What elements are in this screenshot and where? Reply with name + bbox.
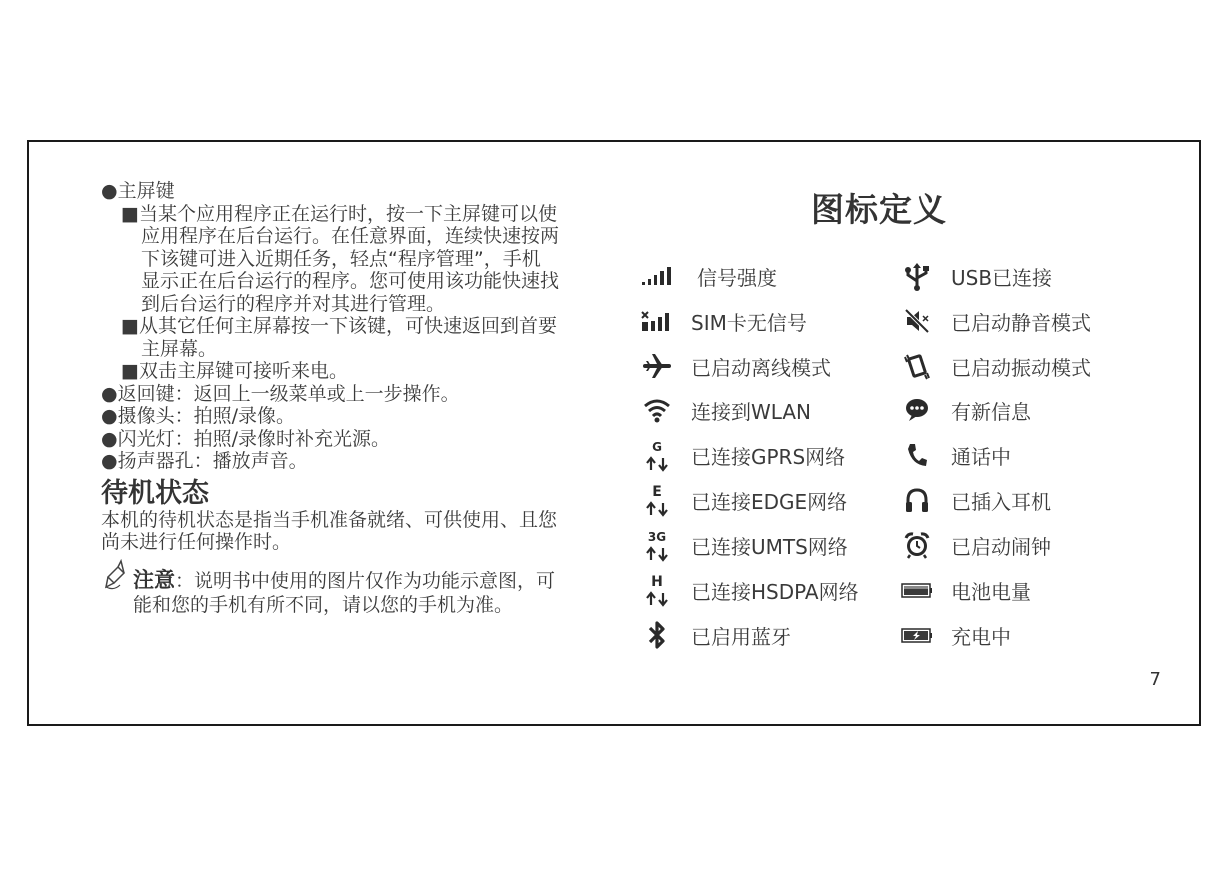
speaker-item: ●扬声器孔：播放声音。 — [101, 450, 308, 472]
icon-row-airplane — [637, 346, 831, 386]
icon-row-headset — [897, 480, 1051, 520]
headset-icon — [897, 480, 937, 520]
text-line: ■从其它任何主屏幕按一下该键，可快速返回到首要 — [121, 315, 557, 337]
hsdpa-icon — [637, 570, 677, 610]
battery-icon — [897, 570, 937, 610]
home-key-bullet-1 — [101, 203, 601, 316]
alarm-icon — [897, 525, 937, 565]
icon-row-signal-strength — [637, 256, 777, 296]
icon-row-silent — [897, 301, 1091, 341]
text-line: 下该键可进入近期任务，轻点“程序管理”，手机 — [141, 247, 541, 270]
text-line: 应用程序在后台运行。在任意界面，连续快速按两 — [141, 225, 560, 247]
icon-row-message — [897, 390, 1031, 430]
left-column — [101, 180, 601, 617]
home-key-bullet-3 — [101, 360, 601, 383]
text-line: ■当某个应用程序正在运行时，按一下主屏键可以使 — [121, 202, 557, 225]
icon-label: 信号强度 — [697, 265, 777, 290]
standby-heading: 待机状态 — [101, 477, 209, 509]
icon-label: 电池电量 — [951, 579, 1031, 604]
network-letter: G — [652, 440, 662, 454]
icon-row-battery — [897, 570, 1031, 610]
text-line: ■双击主屏键可接听来电。 — [121, 360, 348, 382]
icon-row-vibrate — [897, 346, 1091, 386]
charging-icon — [897, 615, 937, 655]
icon-row-hsdpa — [637, 570, 859, 610]
text-line: 尚未进行任何操作时。 — [101, 531, 292, 553]
note-block — [101, 568, 601, 617]
icon-row-wifi — [637, 390, 811, 430]
back-key-item: ●返回键：返回上一级菜单或上一步操作。 — [101, 382, 460, 405]
icon-row-edge — [637, 480, 847, 520]
icon-row-bluetooth — [637, 615, 791, 655]
icon-row-call — [897, 435, 1011, 475]
icon-definitions-title: 图标定义 — [811, 190, 947, 229]
note-title: 注意 — [133, 567, 175, 592]
home-key-bullet-2 — [101, 315, 601, 360]
text-line: 本机的待机状态是指当手机准备就绪、可供使用、且您 — [101, 508, 558, 531]
icon-label: 已启动闹钟 — [951, 534, 1051, 559]
icon-label: 已连接EDGE网络 — [691, 489, 848, 514]
text-line: 到后台运行的程序并对其进行管理。 — [141, 292, 446, 315]
page-frame — [27, 140, 1201, 726]
text-line: ：说明书中使用的图片仅作为功能示意图，可 — [175, 569, 556, 592]
icon-label: 连接到WLAN — [691, 399, 812, 424]
new-message-icon — [897, 390, 937, 430]
icon-label: USB已连接 — [951, 265, 1053, 290]
gprs-icon — [637, 435, 677, 475]
network-letter: 3G — [647, 530, 667, 544]
in-call-icon — [897, 435, 937, 475]
umts-icon — [637, 525, 677, 565]
icon-label: 已插入耳机 — [951, 489, 1051, 514]
icon-label: 已启动离线模式 — [691, 355, 831, 380]
text-line: 主屏幕。 — [141, 337, 218, 360]
usb-icon — [897, 256, 937, 296]
icon-label: 已连接GPRS网络 — [691, 444, 846, 469]
icon-row-charging — [897, 615, 1011, 655]
icon-label: 已启动振动模式 — [951, 355, 1091, 380]
standby-paragraph — [101, 509, 601, 554]
icon-label: 已启动静音模式 — [951, 310, 1091, 335]
icon-row-usb — [897, 256, 1052, 296]
icon-label: 有新信息 — [951, 399, 1031, 424]
icon-label: 通话中 — [951, 444, 1011, 469]
icon-label: 充电中 — [951, 624, 1011, 649]
signal-strength-icon — [637, 256, 677, 296]
silent-mode-icon — [897, 301, 937, 341]
edge-icon — [637, 480, 677, 520]
icon-label: SIM卡无信号 — [691, 310, 807, 335]
network-letter: E — [652, 484, 662, 500]
icon-row-no-sim — [637, 301, 807, 341]
page-number: 7 — [1149, 669, 1161, 690]
camera-item: ●摄像头：拍照/录像。 — [101, 405, 295, 427]
icon-row-gprs — [637, 435, 845, 475]
home-key-heading: ●主屏键 — [101, 180, 175, 202]
text-line: 显示正在后台运行的程序。您可使用该功能快速找 — [141, 270, 560, 292]
network-letter: H — [651, 574, 663, 590]
wifi-icon — [637, 390, 677, 430]
bluetooth-icon — [637, 615, 677, 655]
icon-label: 已连接HSDPA网络 — [691, 579, 859, 604]
airplane-icon — [637, 346, 677, 386]
pencil-note-icon — [104, 559, 132, 599]
no-sim-signal-icon — [637, 301, 677, 341]
icon-row-umts — [637, 525, 848, 565]
text-line: 能和您的手机有所不同，请以您的手机为准。 — [133, 593, 514, 616]
flash-item: ●闪光灯：拍照/录像时补充光源。 — [101, 427, 390, 450]
icon-row-alarm — [897, 525, 1051, 565]
icon-label: 已连接UMTS网络 — [691, 534, 848, 559]
icon-label: 已启用蓝牙 — [691, 624, 791, 649]
vibrate-mode-icon — [897, 346, 937, 386]
